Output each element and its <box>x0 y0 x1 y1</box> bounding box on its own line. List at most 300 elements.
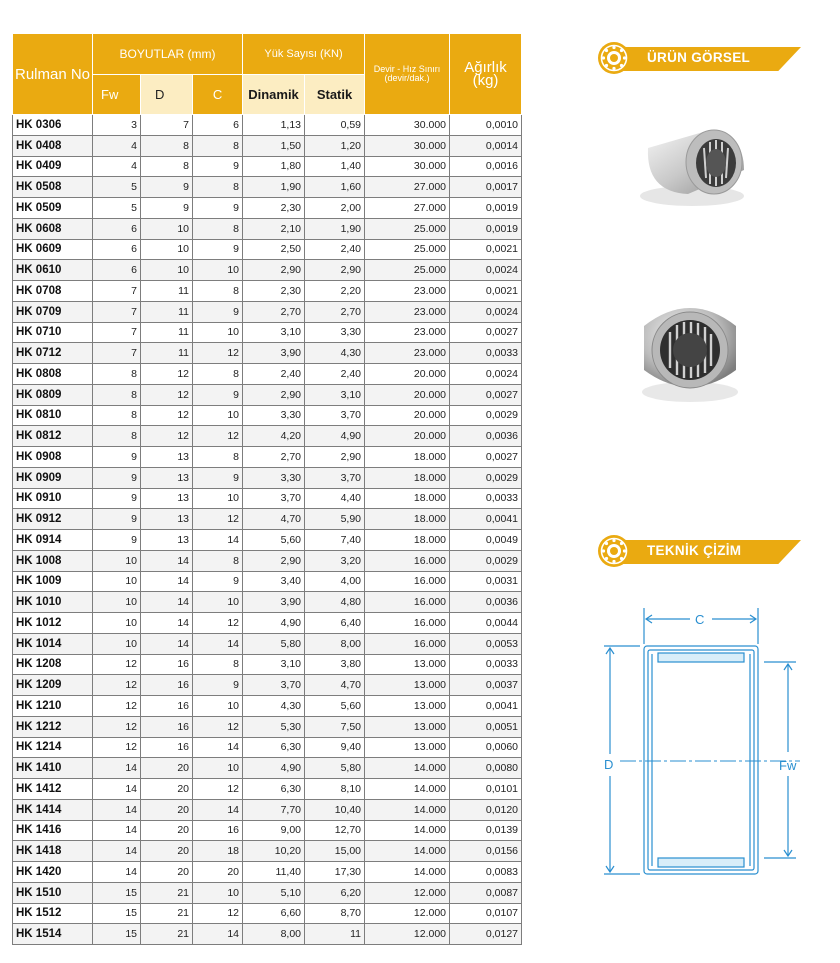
table-row <box>13 571 522 592</box>
table-cell: 3,90 <box>243 343 305 364</box>
table-cell: 0,0036 <box>450 592 522 613</box>
dimension-label-fw: Fw <box>779 758 797 773</box>
table-cell: HK 0709 <box>13 301 93 322</box>
table-cell: 9 <box>193 301 243 322</box>
table-cell: 16.000 <box>365 550 450 571</box>
table-cell: 0,0087 <box>450 882 522 903</box>
table-cell: 12 <box>141 364 193 385</box>
table-cell: 8 <box>193 218 243 239</box>
table-cell: 12 <box>193 903 243 924</box>
table-cell: 2,00 <box>305 198 365 219</box>
table-cell: 14 <box>193 799 243 820</box>
table-cell: 10 <box>193 405 243 426</box>
bearing-product-image-front <box>630 292 750 410</box>
table-cell: HK 1014 <box>13 633 93 654</box>
header-d: D <box>141 75 193 115</box>
table-cell: 4,70 <box>305 675 365 696</box>
table-cell: 20 <box>141 841 193 862</box>
table-row <box>13 447 522 468</box>
table-cell: 1,50 <box>243 135 305 156</box>
table-cell: 12.000 <box>365 903 450 924</box>
table-cell: 14 <box>193 737 243 758</box>
table-cell: 16 <box>141 696 193 717</box>
table-row <box>13 903 522 924</box>
table-row <box>13 882 522 903</box>
table-row <box>13 633 522 654</box>
table-cell: 7 <box>93 281 141 302</box>
table-cell: 23.000 <box>365 343 450 364</box>
table-cell: 13.000 <box>365 696 450 717</box>
table-cell: 0,0101 <box>450 779 522 800</box>
table-cell: 5 <box>93 198 141 219</box>
table-cell: 9 <box>93 509 141 530</box>
header-boyutlar: BOYUTLAR (mm) <box>93 34 243 75</box>
table-cell: 3,80 <box>305 654 365 675</box>
table-cell: 13 <box>141 530 193 551</box>
table-cell: 0,0041 <box>450 509 522 530</box>
table-cell: 10 <box>193 758 243 779</box>
table-cell: 20 <box>141 820 193 841</box>
table-cell: 8 <box>193 654 243 675</box>
table-cell: HK 0509 <box>13 198 93 219</box>
table-row <box>13 218 522 239</box>
table-cell: HK 0910 <box>13 488 93 509</box>
table-cell: 7 <box>93 322 141 343</box>
table-cell: 8 <box>193 281 243 302</box>
table-cell: 9 <box>93 488 141 509</box>
table-cell: 27.000 <box>365 177 450 198</box>
table-cell: 3,10 <box>243 322 305 343</box>
table-row <box>13 135 522 156</box>
table-cell: 0,0019 <box>450 218 522 239</box>
table-cell: 1,80 <box>243 156 305 177</box>
table-cell: 9 <box>93 467 141 488</box>
table-cell: 18 <box>193 841 243 862</box>
table-cell: 0,0044 <box>450 613 522 634</box>
table-cell: 13.000 <box>365 675 450 696</box>
table-cell: 0,0053 <box>450 633 522 654</box>
table-cell: 4,30 <box>305 343 365 364</box>
table-cell: 14 <box>193 633 243 654</box>
table-cell: 8,00 <box>243 924 305 945</box>
table-cell: HK 1009 <box>13 571 93 592</box>
table-cell: 4 <box>93 135 141 156</box>
section-banner-teknik-cizim <box>597 534 801 568</box>
table-cell: 6,40 <box>305 613 365 634</box>
table-cell: 8 <box>193 364 243 385</box>
table-row <box>13 696 522 717</box>
table-cell: 0,0120 <box>450 799 522 820</box>
table-cell: 1,60 <box>305 177 365 198</box>
table-cell: 2,70 <box>243 447 305 468</box>
table-cell: 21 <box>141 924 193 945</box>
table-cell: 20.000 <box>365 405 450 426</box>
table-cell: HK 0908 <box>13 447 93 468</box>
table-cell: HK 1008 <box>13 550 93 571</box>
table-cell: 10 <box>93 592 141 613</box>
table-cell: 0,0033 <box>450 343 522 364</box>
table-cell: 9 <box>93 447 141 468</box>
table-cell: 0,0049 <box>450 530 522 551</box>
table-cell: 2,50 <box>243 239 305 260</box>
table-cell: HK 1420 <box>13 862 93 883</box>
table-cell: 11 <box>141 281 193 302</box>
table-cell: 9 <box>193 198 243 219</box>
table-cell: 6,60 <box>243 903 305 924</box>
table-cell: 0,0041 <box>450 696 522 717</box>
table-cell: 23.000 <box>365 281 450 302</box>
table-cell: HK 1410 <box>13 758 93 779</box>
table-row <box>13 281 522 302</box>
table-cell: 5 <box>93 177 141 198</box>
table-cell: 10,20 <box>243 841 305 862</box>
table-row <box>13 301 522 322</box>
table-cell: 10 <box>193 322 243 343</box>
table-cell: 13.000 <box>365 716 450 737</box>
table-row <box>13 322 522 343</box>
table-cell: 14 <box>141 550 193 571</box>
table-cell: 30.000 <box>365 115 450 136</box>
table-cell: 8 <box>93 405 141 426</box>
table-cell: 14.000 <box>365 779 450 800</box>
table-cell: 10 <box>193 696 243 717</box>
table-cell: 15 <box>93 924 141 945</box>
table-cell: 7,70 <box>243 799 305 820</box>
table-cell: 17,30 <box>305 862 365 883</box>
table-cell: 8 <box>141 156 193 177</box>
table-cell: 10 <box>93 571 141 592</box>
table-cell: 30.000 <box>365 135 450 156</box>
bearing-logo-icon <box>597 41 631 75</box>
table-cell: HK 0712 <box>13 343 93 364</box>
table-cell: 5,60 <box>243 530 305 551</box>
table-cell: 20.000 <box>365 426 450 447</box>
table-cell: 13 <box>141 509 193 530</box>
table-cell: HK 1012 <box>13 613 93 634</box>
table-row <box>13 592 522 613</box>
table-cell: 5,10 <box>243 882 305 903</box>
table-cell: 7 <box>93 343 141 364</box>
table-row <box>13 177 522 198</box>
table-cell: 0,0024 <box>450 364 522 385</box>
table-row <box>13 384 522 405</box>
table-cell: 2,40 <box>243 364 305 385</box>
table-cell: 0,59 <box>305 115 365 136</box>
table-cell: 9 <box>141 177 193 198</box>
table-cell: 7,50 <box>305 716 365 737</box>
table-cell: 9,00 <box>243 820 305 841</box>
table-cell: 13 <box>141 488 193 509</box>
table-cell: 14 <box>93 841 141 862</box>
section-title-urun-gorsel: ÜRÜN GÖRSEL <box>647 50 751 65</box>
table-row <box>13 799 522 820</box>
table-row <box>13 779 522 800</box>
table-cell: 10 <box>141 260 193 281</box>
table-cell: 8,00 <box>305 633 365 654</box>
table-cell: 6 <box>93 218 141 239</box>
table-row <box>13 675 522 696</box>
table-cell: 5,60 <box>305 696 365 717</box>
header-rulman-no: Rulman No <box>13 34 93 115</box>
table-cell: 14 <box>141 613 193 634</box>
table-cell: 16 <box>141 675 193 696</box>
table-cell: HK 0710 <box>13 322 93 343</box>
table-cell: 14 <box>193 924 243 945</box>
table-cell: 4,70 <box>243 509 305 530</box>
table-cell: 3,70 <box>243 488 305 509</box>
header-yuk-sayisi: Yük Sayısı (KN) <box>243 34 365 75</box>
table-cell: 0,0024 <box>450 260 522 281</box>
table-cell: 16 <box>141 716 193 737</box>
table-row <box>13 405 522 426</box>
table-cell: 14 <box>93 820 141 841</box>
table-cell: 3,70 <box>243 675 305 696</box>
table-cell: 23.000 <box>365 322 450 343</box>
table-cell: 10 <box>93 613 141 634</box>
table-cell: 8 <box>93 384 141 405</box>
table-cell: 2,90 <box>243 550 305 571</box>
table-row <box>13 862 522 883</box>
table-cell: HK 0810 <box>13 405 93 426</box>
table-cell: 14.000 <box>365 862 450 883</box>
table-cell: 6 <box>193 115 243 136</box>
table-cell: 11 <box>141 322 193 343</box>
table-cell: 4,20 <box>243 426 305 447</box>
table-cell: HK 0608 <box>13 218 93 239</box>
table-cell: 9 <box>193 467 243 488</box>
table-cell: 25.000 <box>365 218 450 239</box>
table-cell: 8 <box>93 364 141 385</box>
table-cell: 8,70 <box>305 903 365 924</box>
table-cell: HK 1416 <box>13 820 93 841</box>
table-cell: 20 <box>141 779 193 800</box>
table-cell: 8 <box>193 177 243 198</box>
table-cell: 3,30 <box>243 405 305 426</box>
table-row <box>13 198 522 219</box>
table-cell: 0,0027 <box>450 384 522 405</box>
table-row <box>13 156 522 177</box>
table-cell: 0,0010 <box>450 115 522 136</box>
table-cell: 10 <box>193 882 243 903</box>
table-cell: 5,30 <box>243 716 305 737</box>
table-cell: 13 <box>141 447 193 468</box>
table-row <box>13 758 522 779</box>
table-row <box>13 467 522 488</box>
table-cell: 12 <box>193 716 243 737</box>
table-cell: 6,30 <box>243 779 305 800</box>
table-cell: 3 <box>93 115 141 136</box>
table-cell: 12 <box>93 654 141 675</box>
table-cell: 20 <box>141 799 193 820</box>
table-cell: 2,20 <box>305 281 365 302</box>
table-cell: 4,90 <box>305 426 365 447</box>
table-cell: 1,90 <box>243 177 305 198</box>
table-cell: 12 <box>193 426 243 447</box>
table-cell: 2,90 <box>243 384 305 405</box>
table-cell: 10 <box>141 239 193 260</box>
table-cell: 2,70 <box>305 301 365 322</box>
table-cell: 2,40 <box>305 239 365 260</box>
table-cell: HK 1512 <box>13 903 93 924</box>
table-cell: 5,80 <box>243 633 305 654</box>
table-row <box>13 550 522 571</box>
table-cell: 16 <box>141 654 193 675</box>
table-cell: 4 <box>93 156 141 177</box>
table-cell: 0,0156 <box>450 841 522 862</box>
table-cell: 27.000 <box>365 198 450 219</box>
table-row <box>13 426 522 447</box>
table-cell: HK 0409 <box>13 156 93 177</box>
table-cell: 16 <box>193 820 243 841</box>
table-cell: 16.000 <box>365 571 450 592</box>
table-cell: 13 <box>141 467 193 488</box>
table-cell: 2,10 <box>243 218 305 239</box>
table-cell: 3,70 <box>305 405 365 426</box>
table-cell: HK 0610 <box>13 260 93 281</box>
table-cell: 14.000 <box>365 799 450 820</box>
header-fw: Fw <box>93 75 141 115</box>
table-cell: 12 <box>93 716 141 737</box>
table-cell: 12 <box>193 509 243 530</box>
table-cell: 14.000 <box>365 758 450 779</box>
table-cell: HK 0912 <box>13 509 93 530</box>
table-cell: 9 <box>193 571 243 592</box>
table-cell: 18.000 <box>365 530 450 551</box>
table-cell: 3,10 <box>305 384 365 405</box>
table-row <box>13 841 522 862</box>
table-cell: 9 <box>93 530 141 551</box>
table-row <box>13 343 522 364</box>
table-cell: 12 <box>93 696 141 717</box>
table-cell: 3,70 <box>305 467 365 488</box>
header-statik: Statik <box>305 75 365 115</box>
table-cell: 0,0139 <box>450 820 522 841</box>
table-cell: 1,90 <box>305 218 365 239</box>
table-cell: 6,30 <box>243 737 305 758</box>
table-cell: 20 <box>141 862 193 883</box>
table-row <box>13 820 522 841</box>
table-cell: 3,10 <box>243 654 305 675</box>
section-banner-urun-gorsel <box>597 41 801 75</box>
table-cell: 20.000 <box>365 384 450 405</box>
table-cell: HK 0909 <box>13 467 93 488</box>
table-cell: 18.000 <box>365 488 450 509</box>
table-cell: 23.000 <box>365 301 450 322</box>
table-cell: 9 <box>193 384 243 405</box>
header-dinamik: Dinamik <box>243 75 305 115</box>
table-cell: 2,30 <box>243 281 305 302</box>
table-cell: 12 <box>193 343 243 364</box>
table-cell: HK 1510 <box>13 882 93 903</box>
table-cell: 0,0016 <box>450 156 522 177</box>
table-cell: 18.000 <box>365 509 450 530</box>
table-cell: 20 <box>193 862 243 883</box>
table-cell: 0,0021 <box>450 281 522 302</box>
table-cell: 9 <box>193 675 243 696</box>
table-cell: HK 0812 <box>13 426 93 447</box>
table-cell: 1,20 <box>305 135 365 156</box>
header-c: C <box>193 75 243 115</box>
table-row <box>13 924 522 945</box>
table-cell: 0,0029 <box>450 467 522 488</box>
table-cell: 12 <box>193 613 243 634</box>
table-row <box>13 530 522 551</box>
table-cell: 14 <box>193 530 243 551</box>
table-cell: 14 <box>141 571 193 592</box>
table-cell: 14 <box>141 592 193 613</box>
table-cell: HK 1212 <box>13 716 93 737</box>
bearing-logo-icon <box>597 534 631 568</box>
table-row <box>13 239 522 260</box>
technical-drawing <box>600 604 810 884</box>
table-cell: 12.000 <box>365 882 450 903</box>
table-cell: 7 <box>141 115 193 136</box>
table-cell: HK 0306 <box>13 115 93 136</box>
table-cell: 8,10 <box>305 779 365 800</box>
table-cell: 9 <box>141 198 193 219</box>
table-cell: 18.000 <box>365 447 450 468</box>
table-cell: 4,00 <box>305 571 365 592</box>
table-row <box>13 115 522 136</box>
table-cell: 0,0080 <box>450 758 522 779</box>
table-cell: 25.000 <box>365 239 450 260</box>
table-cell: 0,0024 <box>450 301 522 322</box>
table-cell: 12,70 <box>305 820 365 841</box>
table-cell: 15 <box>93 882 141 903</box>
table-cell: 0,0033 <box>450 654 522 675</box>
table-cell: 10 <box>93 633 141 654</box>
table-cell: 16.000 <box>365 633 450 654</box>
table-cell: 16.000 <box>365 592 450 613</box>
table-cell: 0,0014 <box>450 135 522 156</box>
table-cell: 9 <box>193 239 243 260</box>
table-cell: 20 <box>141 758 193 779</box>
table-cell: 0,0037 <box>450 675 522 696</box>
table-cell: 20.000 <box>365 364 450 385</box>
table-cell: 8 <box>193 550 243 571</box>
table-cell: HK 1208 <box>13 654 93 675</box>
table-cell: 6 <box>93 239 141 260</box>
table-cell: 16 <box>141 737 193 758</box>
bearing-product-image-angled <box>628 108 756 218</box>
table-cell: 25.000 <box>365 260 450 281</box>
table-cell: 15 <box>93 903 141 924</box>
table-row <box>13 364 522 385</box>
table-cell: 12 <box>141 405 193 426</box>
table-cell: 10 <box>93 550 141 571</box>
table-cell: HK 1412 <box>13 779 93 800</box>
table-cell: 10 <box>193 260 243 281</box>
table-cell: 10 <box>193 488 243 509</box>
table-cell: 6 <box>93 260 141 281</box>
table-cell: 0,0027 <box>450 322 522 343</box>
table-cell: 10 <box>193 592 243 613</box>
bearing-spec-table <box>12 33 522 945</box>
table-cell: 1,40 <box>305 156 365 177</box>
table-row <box>13 654 522 675</box>
table-cell: HK 1418 <box>13 841 93 862</box>
table-cell: 0,0051 <box>450 716 522 737</box>
table-cell: 9 <box>193 156 243 177</box>
table-cell: 21 <box>141 882 193 903</box>
table-row <box>13 613 522 634</box>
table-row <box>13 737 522 758</box>
table-cell: 8 <box>193 447 243 468</box>
table-row <box>13 260 522 281</box>
table-cell: 4,90 <box>243 613 305 634</box>
table-cell: 2,90 <box>305 447 365 468</box>
table-cell: 5,80 <box>305 758 365 779</box>
